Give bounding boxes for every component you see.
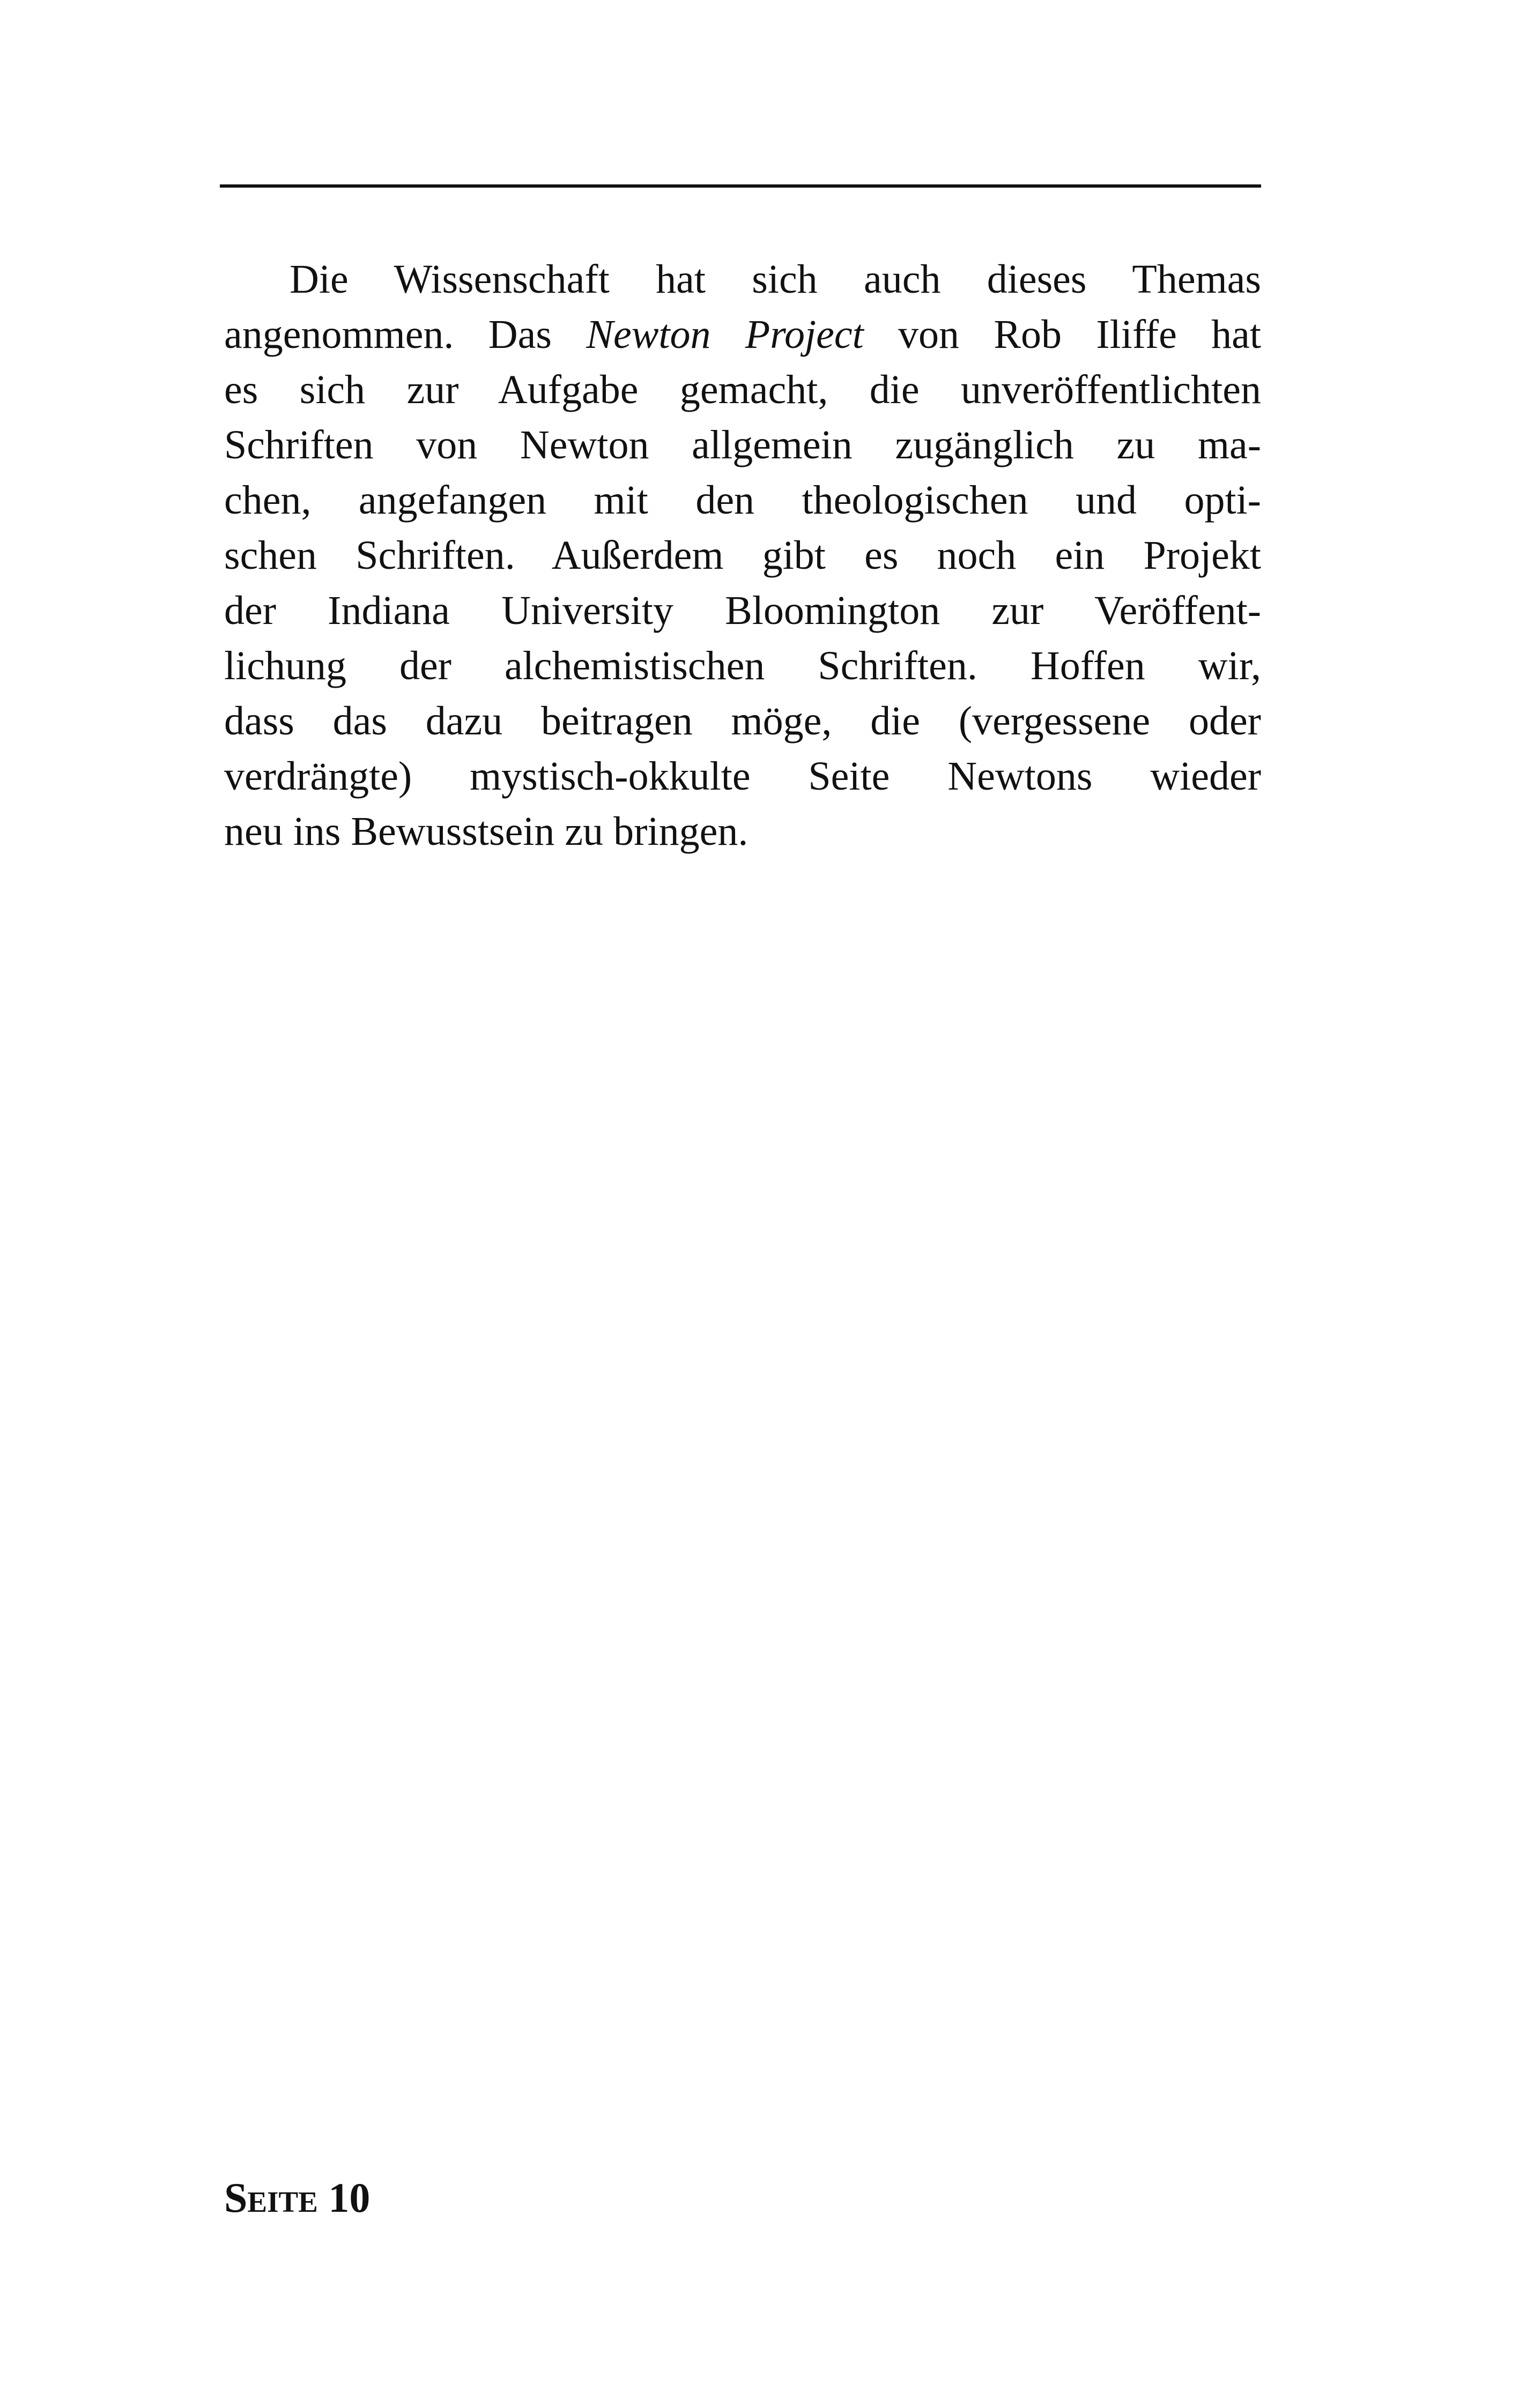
line-text: von Rob Iliffe hat — [898, 312, 1262, 357]
paragraph-line: Schriften von Newton allgemein zugänglich zu ma- — [224, 422, 1261, 467]
page-label: Seite — [224, 2174, 318, 2221]
paragraph-line: lichung der alchemistischen Schriften. Hoffen wir, — [224, 643, 1261, 688]
page-number — [224, 2171, 370, 2225]
page-number-value: 10 — [328, 2174, 371, 2221]
paragraph-line: chen, angefangen mit den theologischen und opti- — [224, 478, 1261, 523]
paragraph-line: verdrängte) mystisch-okkulte Seite Newtons wieder — [224, 754, 1261, 799]
paragraph-line: der Indiana University Bloomington zur Veröffent- — [224, 588, 1261, 633]
paragraph-line — [224, 307, 1261, 362]
paragraph-line: dass das dazu beitragen möge, die (vergessene oder — [224, 698, 1261, 744]
paragraph-line: neu ins Bewusstsein zu bringen. — [224, 809, 749, 854]
paragraph-line: es sich zur Aufgabe gemacht, die unveröffentlichten — [224, 367, 1261, 412]
italic-title: Newton Project — [586, 312, 864, 357]
paragraph-line: Die Wissenschaft hat sich auch dieses Themas — [290, 257, 1261, 302]
body-paragraph — [224, 252, 1261, 859]
line-text: angenommen. Das — [224, 312, 552, 357]
header-rule — [220, 184, 1261, 188]
paragraph-line: schen Schriften. Außerdem gibt es noch ein Projekt — [224, 533, 1261, 578]
